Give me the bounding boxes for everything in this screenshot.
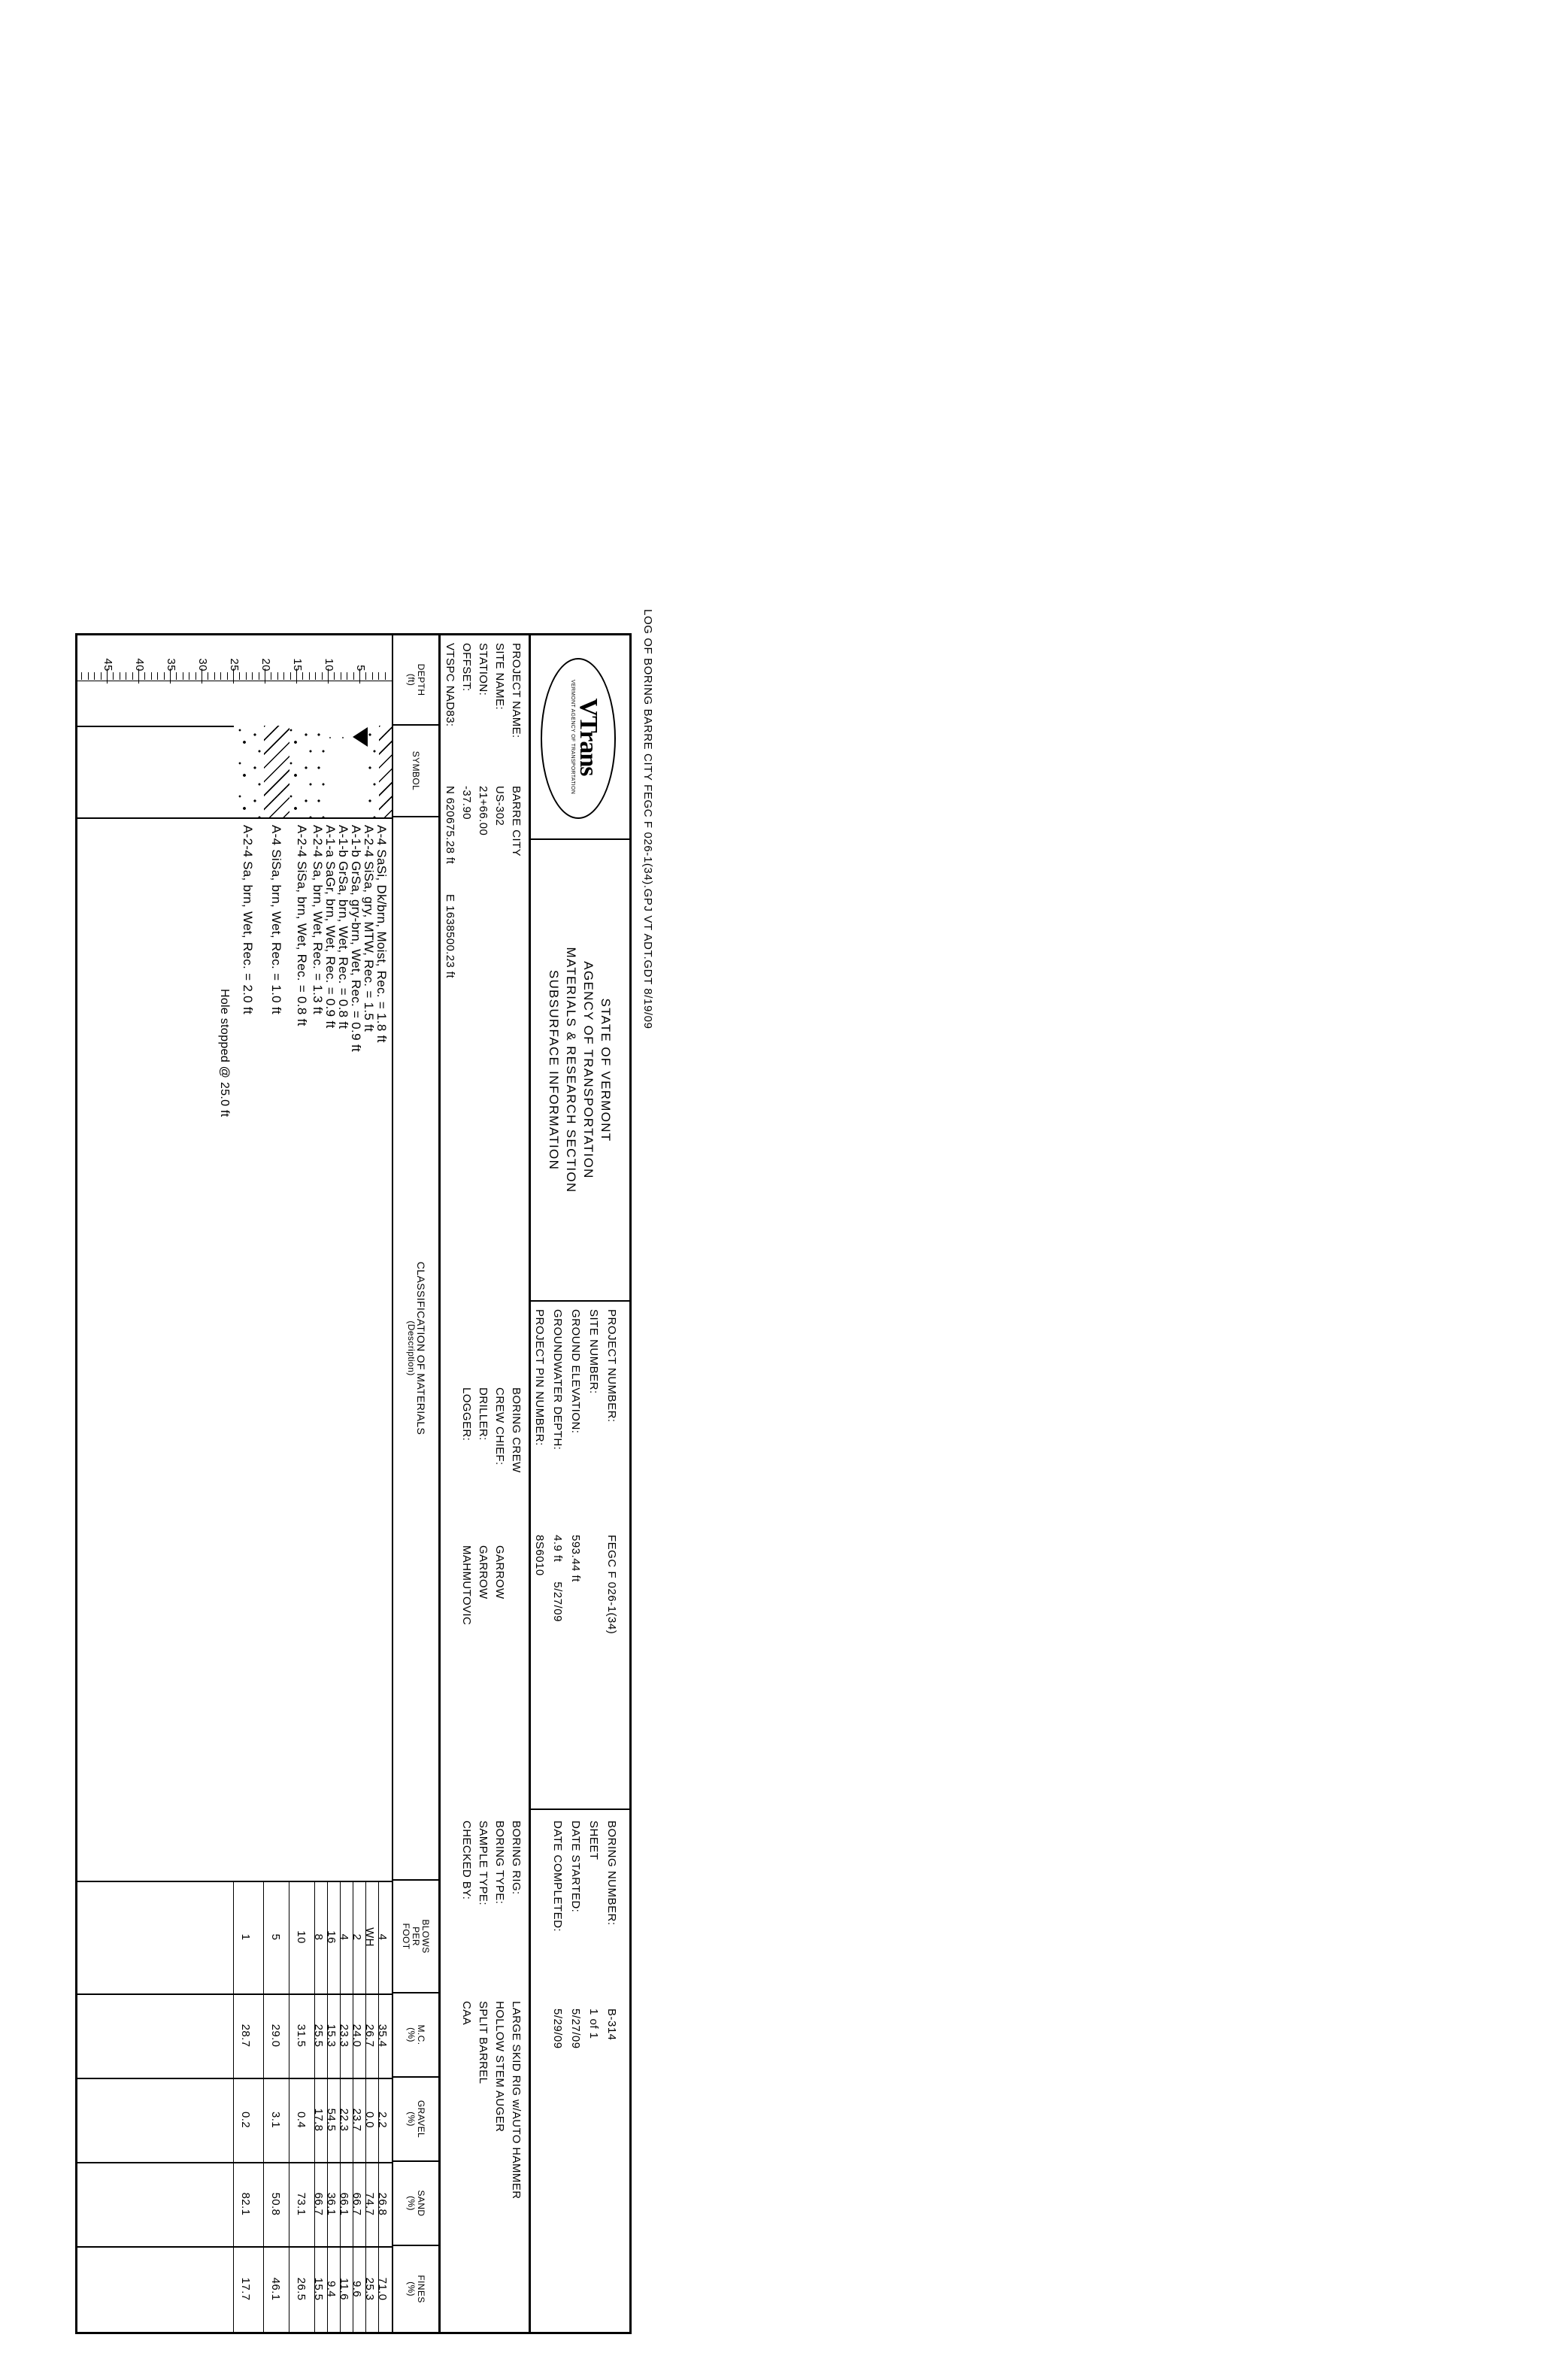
sand-header-line1: SAND [416,2190,426,2217]
fines-value-4: 9.4 [325,2280,338,2298]
project-name-label: PROJECT NAME: [510,643,523,738]
vtspc-easting: E 1638500.23 ft [444,894,456,978]
column-header-depth [393,635,438,726]
classification-text-4: A-1-a SaGr, brn, Wet, Rec. = 0.9 ft [323,825,338,1029]
agency-logo [531,635,629,840]
blows-value-6: 10 [295,1930,308,1944]
checked-by-value: CAA [460,2001,473,2026]
driller-value: GARROW [477,1545,489,1599]
title-line-1: STATE OF VERMONT [599,998,614,1142]
depth-header-line1: DEPTH [416,663,426,696]
mc-value-7: 29.0 [269,2024,282,2048]
station-label: STATION: [477,643,489,696]
classification-text-6: A-2-4 SiSa, brn, Wet, Rec. = 0.8 ft [295,825,309,1026]
blows-value-1: WH [363,1927,376,1947]
groundwater-depth-value: 4.9 ft [551,1535,564,1563]
depth-label-35: 35 [165,658,177,672]
offset-value: -37.90 [460,786,473,820]
stratum-symbol-6 [289,726,315,817]
stratum-symbol-4 [328,726,341,817]
logo-subtext: VERMONT AGENCY OF TRANSPORTATION [570,679,576,795]
equipment-details [441,1810,529,2332]
boring-rig-label: BORING RIG: [510,1821,523,1895]
mc-value-6: 31.5 [295,2024,308,2048]
project-details-block [438,635,529,2332]
fines-header-line1: FINES [416,2275,426,2303]
depth-label-30: 30 [196,658,209,672]
column-divider-symbol [77,817,392,819]
sand-value-1: 74.7 [363,2192,376,2216]
log-frame [75,633,632,2334]
boring-crew-label: BORING CREW [510,1387,523,1473]
stratum-symbol-1 [366,726,379,817]
sheet-header [529,635,629,2332]
title-block [531,840,629,1302]
hole-stopped-note: Hole stopped @ 25.0 ft [218,989,231,1117]
column-header-classification [393,817,438,1881]
sand-value-3: 66.1 [338,2192,350,2216]
stratum-symbol-3 [341,726,353,817]
site-name-value: US-302 [493,786,506,826]
blows-value-7: 5 [269,1933,282,1941]
date-completed-label: DATE COMPLETED: [551,1821,564,1933]
fines-value-2: 9.6 [350,2280,363,2298]
sand-value-8: 82.1 [239,2192,252,2216]
depth-label-5: 5 [354,665,367,672]
title-line-3: MATERIALS & RESEARCH SECTION [564,947,579,1193]
ground-elevation-label: GROUND ELEVATION: [569,1309,582,1434]
mc-value-3: 23.3 [338,2024,350,2048]
depth-label-15: 15 [291,658,304,672]
gravel-value-6: 0.4 [295,2111,308,2129]
column-header-gravel [393,2078,438,2162]
file-path-header: LOG OF BORING BARRE CITY FEGC F 026-1(34).GPJ VT ADT.GDT 8/19/09 [641,609,654,1029]
blows-value-8: 1 [239,1933,252,1941]
gravel-value-4: 54.5 [325,2108,338,2132]
gravel-value-1: 0.0 [363,2111,376,2129]
title-line-2: AGENCY OF TRANSPORTATION [581,961,596,1179]
sheet-label: SHEET [587,1821,600,1860]
sheet-value: 1 of 1 [587,2009,600,2039]
logger-label: LOGGER: [460,1387,473,1442]
fines-value-8: 17.7 [239,2277,252,2301]
sand-value-4: 36.1 [325,2192,338,2216]
stratum-symbol-7 [264,726,289,817]
vtspc-northing: N 620675.28 ft [444,786,456,865]
driller-label: DRILLER: [477,1387,489,1441]
project-info-block [531,1302,629,1810]
sample-type-label: SAMPLE TYPE: [477,1821,489,1906]
mc-header-line2: (%) [406,2027,417,2042]
mc-value-4: 15.3 [325,2024,338,2048]
column-header-sand [393,2162,438,2246]
depth-label-10: 10 [323,658,335,672]
sand-header-line2: (%) [406,2196,417,2211]
fines-value-7: 46.1 [269,2277,282,2301]
project-number-value: FEGC F 026-1(34) [605,1535,618,1635]
offset-label: OFFSET: [460,643,473,692]
fines-value-6: 26.5 [295,2277,308,2301]
blows-value-4: 16 [325,1930,338,1944]
column-header-row [392,635,438,2332]
gravel-header-line2: (%) [406,2112,417,2127]
sand-value-2: 66.7 [350,2192,363,2216]
boring-number-value: B-314 [605,2009,618,2041]
crew-chief-label: CREW CHIEF: [493,1387,506,1466]
sand-value-0: 26.8 [376,2192,389,2216]
project-pin-label: PROJECT PIN NUMBER: [533,1309,546,1446]
column-header-mc [393,1993,438,2078]
ground-elevation-value: 593.44 ft [569,1535,582,1582]
mc-value-1: 26.7 [363,2024,376,2048]
blows-header-line3: FOOT [401,1923,412,1950]
sand-value-5: 66.7 [312,2192,325,2216]
project-number-label: PROJECT NUMBER: [605,1309,618,1423]
title-line-4: SUBSURFACE INFORMATION [547,969,562,1171]
station-value: 21+66.00 [477,786,489,836]
site-name-label: SITE NAME: [493,643,506,711]
groundwater-date-value: 5/27/09 [551,1581,564,1622]
gravel-value-8: 0.2 [239,2111,252,2129]
classification-text-2: A-1-b GrSa, gry-brn, Wet, Rec. = 0.9 ft [349,825,363,1052]
boring-type-value: HOLLOW STEM AUGER [493,2001,506,2133]
fines-value-3: 11.6 [338,2278,350,2300]
column-header-blows [393,1881,438,1993]
groundwater-depth-label: GROUNDWATER DEPTH: [551,1309,564,1451]
boring-number-label: BORING NUMBER: [605,1821,618,1926]
column-header-fines [393,2246,438,2332]
logger-value: MAHMUTOVIC [460,1545,473,1626]
depth-label-20: 20 [259,658,272,672]
stratum-symbol-0 [379,726,392,817]
boring-rig-value: LARGE SKID RIG w/AUTO HAMMER [510,2001,523,2200]
water-table-icon [353,727,368,747]
gravel-value-5: 17.8 [312,2108,325,2132]
column-header-symbol [393,726,438,817]
fines-value-5: 15.5 [312,2277,325,2301]
gravel-value-7: 3.1 [269,2111,282,2129]
sand-value-6: 73.1 [295,2192,308,2216]
classification-text-1: A-2-4 SiSa, gry, MTW, Rec. = 1.5 ft [362,825,376,1032]
fines-header-line2: (%) [406,2281,417,2297]
stratum-symbol-8 [234,726,264,817]
checked-by-label: CHECKED BY: [460,1821,473,1900]
symbol-column [77,726,392,817]
classification-header-line2: (Description) [406,1320,417,1376]
gravel-header-line1: GRAVEL [416,2100,426,2139]
project-pin-value: 8S6010 [533,1535,546,1576]
depth-header-line2: (ft) [406,673,417,687]
mc-value-0: 35.4 [376,2024,389,2048]
symbol-header-line1: SYMBOL [411,750,422,791]
depth-label-45: 45 [102,658,114,672]
boring-type-label: BORING TYPE: [493,1821,506,1905]
mc-header-line1: M.C. [416,2024,426,2045]
classification-text-8: A-2-4 Sa, brn, Wet, Rec. = 2.0 ft [241,825,255,1014]
stratum-symbol-5 [315,726,328,817]
site-number-label: SITE NUMBER: [587,1309,600,1394]
crew-chief-value: GARROW [493,1545,506,1599]
blows-header-line1: BLOWS [420,1919,432,1954]
classification-header-line1: CLASSIFICATION OF MATERIALS [415,1261,427,1436]
crew-details [441,1387,529,1810]
date-started-value: 5/27/09 [569,2009,582,2049]
classification-text-5: A-2-4 Sa, brn, Wet, Rec. = 1.3 ft [311,825,325,1014]
logo-wordmark: VTrans [574,698,603,776]
blows-value-5: 8 [312,1933,325,1941]
sand-value-7: 50.8 [269,2192,282,2216]
depth-ruler [77,635,392,726]
classification-text-0: A-4 SaSi, Dk/brn, Moist, Rec. = 1.8 ft [374,825,389,1043]
mc-value-5: 25.5 [312,2024,325,2048]
date-completed-value: 5/29/09 [551,2009,564,2049]
classification-text-3: A-1-b GrSa, brn, Wet, Rec. = 0.8 ft [336,825,350,1029]
date-started-label: DATE STARTED: [569,1821,582,1913]
blows-header-line2: PER [411,1927,422,1946]
mc-value-8: 28.7 [239,2024,252,2048]
blows-value-3: 4 [338,1933,350,1941]
gravel-value-0: 2.2 [376,2111,389,2129]
depth-label-40: 40 [133,658,146,672]
mc-value-2: 24.0 [350,2024,363,2048]
log-body [77,635,392,2332]
project-left-details [441,635,529,1387]
depth-label-25: 25 [228,658,241,672]
classification-text-7: A-4 SiSa, brn, Wet, Rec. = 1.0 ft [269,825,283,1014]
sample-type-value: SPLIT BARREL [477,2001,489,2084]
fines-value-0: 71.0 [376,2277,389,2301]
blows-value-2: 2 [350,1933,363,1941]
gravel-value-3: 22.3 [338,2108,350,2132]
project-name-value: BARRE CITY [510,786,523,857]
gravel-value-2: 23.7 [350,2108,363,2132]
vtspc-label: VTSPC NAD83: [444,643,456,727]
boring-id-block [531,1810,629,2332]
fines-value-1: 25.3 [363,2277,376,2301]
blows-value-0: 4 [376,1933,389,1941]
